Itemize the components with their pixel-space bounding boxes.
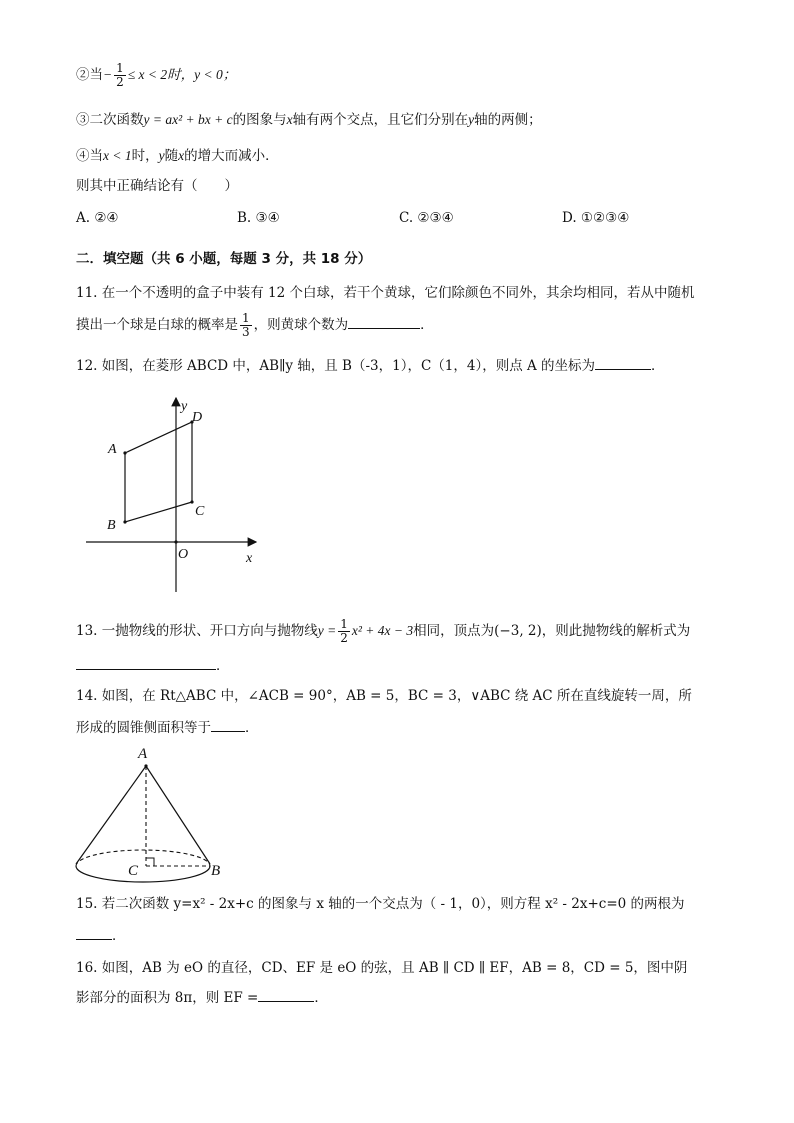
label-b: B [107, 518, 116, 533]
q14-cone-figure [70, 742, 240, 887]
base-front-arc [76, 866, 210, 882]
q10-s4-condition: x < 1 [103, 148, 132, 163]
q11-answer-blank[interactable] [348, 316, 420, 329]
q12-end: ． [651, 358, 665, 374]
q16-answer-blank[interactable] [258, 989, 314, 1002]
q10-option-d: D. ①②③④ [562, 210, 630, 226]
q10-s4-x: x [178, 148, 185, 163]
label-b: B [211, 863, 221, 879]
q10-s2-result: y < 0； [194, 67, 237, 82]
q13-formula-y: y = [317, 623, 337, 638]
right-angle-mark [146, 858, 154, 866]
q11-fraction [240, 312, 252, 339]
q10-s4-rest: 的增大而减小． [184, 148, 279, 164]
cone-right-slant [146, 766, 210, 864]
q10-s2-prefix: ②当 [76, 67, 103, 83]
q10-s3-x: x [286, 112, 293, 127]
q10-s3-text-c: 轴的两侧； [474, 112, 542, 128]
q11-end: ． [420, 317, 434, 333]
q10-s4-mid2: 随 [164, 148, 179, 164]
label-a: A [138, 746, 148, 762]
q11-line-2 [76, 312, 434, 339]
q10-s4-mid: 时， [131, 148, 159, 164]
fraction-denominator: 3 [242, 325, 250, 339]
q13-vertex: (−3, 2) [494, 623, 542, 639]
q13-answer-blank[interactable] [76, 657, 216, 670]
q10-s2-condition: ≤ x < 2时， [127, 67, 195, 82]
q10-question: 则其中正确结论有（ ） [76, 178, 238, 194]
q10-s2-fraction [114, 62, 126, 89]
cone-left-slant [76, 766, 146, 864]
q14-text: 形成的圆锥侧面积等于 [76, 720, 211, 736]
q10-s3-text-a: 的图象与 [232, 112, 287, 128]
q16-end: ． [314, 990, 328, 1006]
fraction-denominator: 2 [340, 631, 348, 645]
q13-fraction [338, 618, 350, 645]
fraction-denominator: 2 [116, 75, 124, 89]
q15-end: ． [112, 928, 126, 944]
q15-line-2 [76, 926, 126, 946]
q10-s3-prefix: ③二次函数 [76, 112, 144, 128]
q10-s3-formula: y = ax² + bx + c [143, 112, 233, 127]
q13-end: ． [216, 658, 230, 674]
fraction-numerator: 1 [242, 311, 250, 325]
q13-text-c: ，则此抛物线的解析式为 [541, 623, 691, 639]
q12-text-line [76, 356, 665, 376]
label-d: D [192, 410, 203, 425]
q10-statement-3 [76, 110, 542, 130]
q10-option-c: C. ②③④ [399, 210, 454, 226]
q13-line-2 [76, 656, 230, 676]
q10-option-b: B. ③④ [237, 210, 280, 226]
q10-statement-2 [76, 62, 236, 89]
q13-formula-rest: x² + 4x − 3 [351, 623, 414, 638]
q15-answer-blank[interactable] [76, 927, 112, 940]
q15-line-1: 15. 若二次函数 y=x² - 2x+c 的图象与 x 轴的一个交点为（ - 1，0），则方程 x² - 2x+c=0 的两根为 [76, 896, 685, 912]
q10-s3-text-b: 轴有两个交点，且它们分别在 [292, 112, 469, 128]
label-c: C [128, 863, 139, 879]
q11-text-b: ，则黄球个数为 [253, 317, 349, 333]
label-a: A [108, 442, 117, 457]
q13-text-a: 13. 一抛物线的形状、开口方向与抛物线 [76, 623, 318, 639]
q12-figure [80, 392, 270, 597]
fraction-numerator: 1 [116, 61, 124, 75]
q16-line-2 [76, 988, 328, 1008]
fraction-numerator: 1 [340, 617, 348, 631]
q13-line-1 [76, 618, 690, 645]
q10-s4-y: y [158, 148, 165, 163]
label-y: y [181, 399, 188, 414]
q10-s4-prefix: ④当 [76, 148, 103, 164]
q13-text-b: 相同，顶点为 [413, 623, 495, 639]
base-back-arc [76, 850, 210, 866]
q14-answer-blank[interactable] [211, 719, 245, 732]
q10-s3-y: y [468, 112, 475, 127]
q16-line-1: 16. 如图，AB 为 eO 的直径，CD、EF 是 eO 的弦，且 AB ∥ CD ∥ EF，AB = 8，CD = 5，图中阴 [76, 960, 688, 976]
section-title: 二．填空题（共 6 小题，每题 3 分，共 18 分） [76, 251, 372, 267]
label-c: C [195, 504, 205, 519]
q10-statement-4 [76, 146, 279, 166]
q14-end: ． [245, 720, 259, 736]
label-x: x [246, 551, 253, 566]
q12-text: 12. 如图，在菱形 ABCD 中，AB∥y 轴，且 B（-3，1），C（1，4），则点 A 的坐标为 [76, 358, 596, 374]
q16-text: 影部分的面积为 8π，则 EF = [76, 990, 259, 1006]
q11-text-a: 摸出一个球是白球的概率是 [76, 317, 238, 333]
q12-answer-blank[interactable] [595, 357, 651, 370]
q14-line-1: 14. 如图，在 Rt△ABC 中，∠ACB = 90°，AB = 5，BC = 3，∨ABC 绕 AC 所在直线旋转一周，所 [76, 688, 692, 704]
rhombus-abcd [125, 422, 192, 522]
q10-option-a: A. ②④ [76, 210, 119, 226]
q14-line-2 [76, 718, 259, 738]
label-o: O [178, 547, 189, 562]
q11-line-1: 11. 在一个不透明的盒子中装有 12 个白球，若干个黄球，它们除颜色不同外，其余均相同，若从中随机 [76, 285, 695, 301]
q10-s2-minus: − [103, 67, 113, 82]
